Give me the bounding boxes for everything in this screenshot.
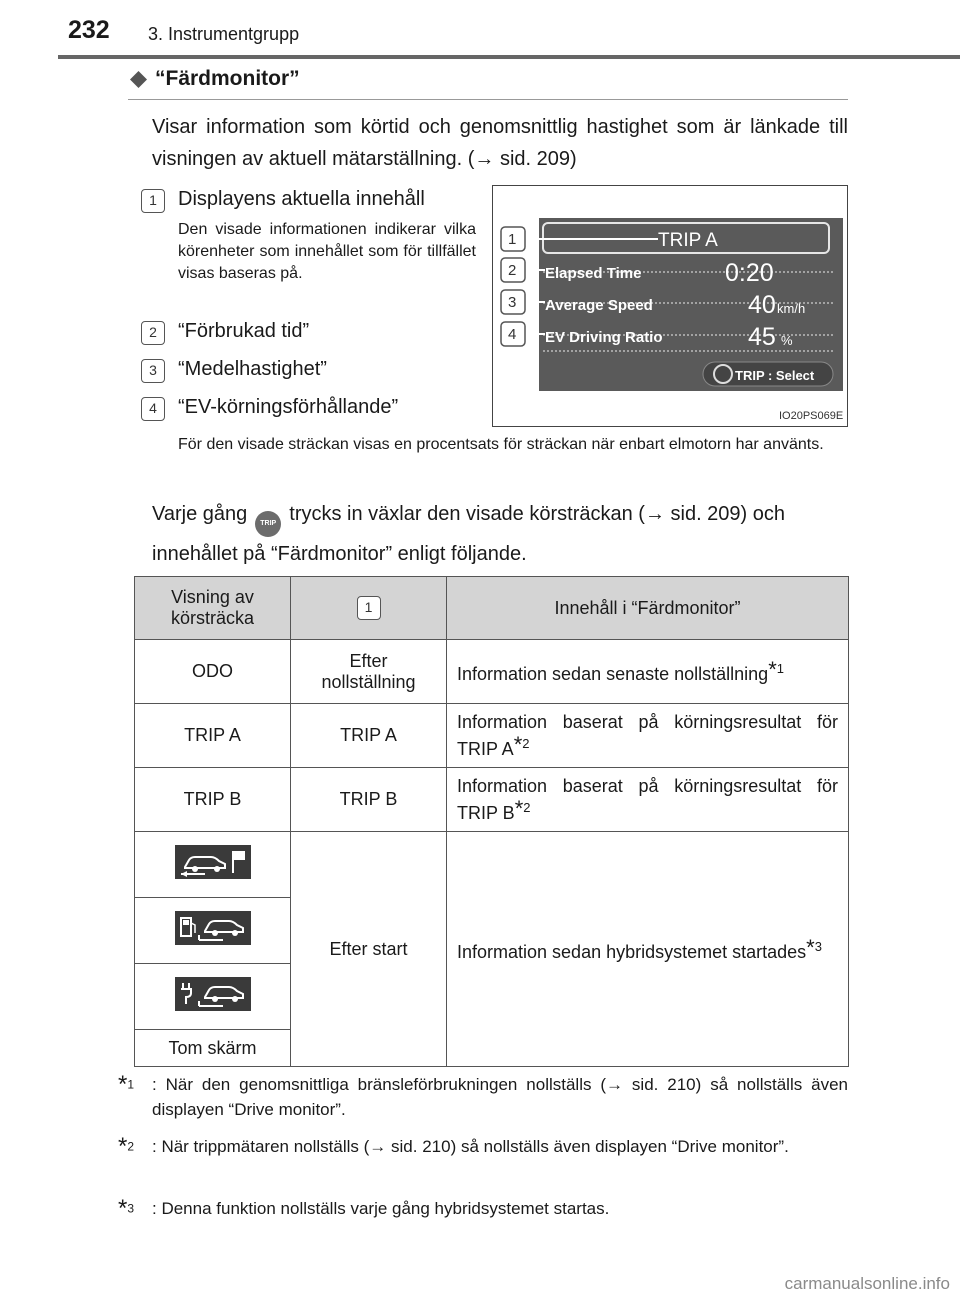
row-tripa-distance: TRIP A — [135, 704, 291, 768]
footnote-3-number: 3 — [127, 1201, 135, 1216]
display-row-value-2: 40 — [748, 291, 776, 319]
row-odo-note: 1 — [776, 661, 784, 676]
display-select-text: TRIP : Select — [735, 368, 815, 383]
display-title: TRIP A — [658, 230, 718, 251]
table-header-distance: Visning av körsträcka — [135, 577, 291, 640]
callout-3: 3 — [508, 294, 517, 311]
display-illustration — [492, 185, 848, 427]
item-label-2: “Förbrukad tid” — [178, 320, 310, 342]
row-tripb-note: 2 — [523, 799, 531, 815]
table-header-content: Innehåll i “Färdmonitor” — [447, 577, 849, 640]
trip-paragraph-after: trycks in växlar den visade körsträckan (→ sid. 209) och innehållet på “Färdmonitor” enligt följande. — [152, 503, 786, 565]
trip-button-icon: TRIP — [255, 511, 281, 537]
display-row-value-1: 0:20 — [725, 259, 774, 287]
row-tripa-number: TRIP A — [291, 704, 447, 768]
display-row-label-2: Average Speed — [545, 297, 653, 314]
diamond-icon — [130, 71, 147, 88]
item-desc-4: För den visade sträckan visas en procentsats för sträckan när enbart elmotorn har använts. — [178, 436, 824, 453]
item-number-4: 4 — [141, 397, 165, 421]
car-flag-icon — [175, 845, 251, 879]
table-row — [135, 640, 849, 704]
footnote-3-text: : Denna funktion nollställs varje gång hybridsystemet startas. — [152, 1199, 610, 1218]
row-tripb-content: Information baserat på körningsresultat för TRIP B*$^2$ — [447, 768, 849, 832]
item-label-1: Displayens aktuella innehåll — [178, 188, 425, 210]
display-row-unit-2: km/h — [777, 301, 806, 316]
merged-note: 3 — [814, 938, 822, 954]
footnote-3: *$^3$ : Denna funktion nollställs varje gång hybridsystemet startas. — [118, 1196, 848, 1221]
image-code: IO20PS069E — [779, 410, 844, 422]
table-row — [135, 768, 849, 832]
table-header-number — [291, 577, 447, 640]
trip-paragraph-before: Varje gång — [152, 503, 248, 525]
table-row — [135, 832, 849, 898]
callout-4: 4 — [508, 326, 517, 343]
callout-2: 2 — [508, 262, 517, 279]
row-odo-distance: ODO — [135, 640, 291, 704]
row-tripb-number: TRIP B — [291, 768, 447, 832]
section-rule — [128, 99, 848, 100]
item-label-3: “Medelhastighet” — [178, 358, 327, 380]
merged-content-cell: Information sedan hybridsystemet startades*$^3$ — [447, 832, 849, 1067]
row-tripb-distance: TRIP B — [135, 768, 291, 832]
footnote-1-number: 1 — [127, 1077, 135, 1092]
row-tripa-content: Information baserat på körningsresultat för TRIP A*$^2$ — [447, 704, 849, 768]
item-desc-1: Den visade informationen indikerar vilka körenheter som innehållet som för tillfället visas baseras på. — [178, 221, 476, 282]
item-label-4: “EV-körningsförhållande” — [178, 396, 399, 418]
intro-text: Visar information som körtid och genomsnittlig hastighet som är länkade till visningen av aktuell mätarställning. (→ sid. 209) — [152, 116, 848, 170]
footnote-2-number: 2 — [127, 1139, 135, 1154]
fuel-car-icon — [175, 911, 251, 945]
item-number-3: 3 — [141, 359, 165, 383]
item-number-2: 2 — [141, 321, 165, 345]
row-odo-number: Efter nollställning — [291, 640, 447, 704]
display-row-unit-3: % — [781, 333, 793, 348]
row-odo-content: Information sedan senaste nollställning*$^1$ — [447, 640, 849, 704]
section-title: “Färdmonitor” — [155, 67, 300, 90]
header-number-box: 1 — [357, 596, 381, 620]
footnote-1: *$^1$ : När den genomsnittliga bränsleförbrukningen nollställs (→ sid. 210) så nollställs även displayen “Drive monitor”. — [118, 1072, 848, 1122]
row-icon-2 — [135, 898, 291, 964]
footnote-2-text: : När trippmätaren nollställs (→ sid. 210) så nollställs även displayen “Drive monitor”. — [152, 1137, 789, 1156]
watermark: carmanualsonline.info — [784, 1274, 950, 1293]
row-tripa-note: 2 — [522, 735, 530, 751]
page-number: 232 — [68, 16, 110, 44]
merged-number-cell: Efter start — [291, 832, 447, 1067]
row-empty-screen: Tom skärm — [135, 1030, 291, 1067]
callout-1: 1 — [508, 231, 517, 248]
display-row-label-3: EV Driving Ratio — [545, 329, 663, 346]
item-number-1: 1 — [141, 189, 165, 213]
plug-car-icon — [175, 977, 251, 1011]
display-row-value-3: 45 — [748, 323, 776, 351]
trip-paragraph — [152, 497, 848, 571]
footnote-1-text: : När den genomsnittliga bränsleförbrukningen nollställs (→ sid. 210) så nollställs även displayen “Drive monitor”. — [152, 1075, 848, 1119]
footnote-2: *$^2$ : När trippmätaren nollställs (→ sid. 210) så nollställs även displayen “Drive monitor”. — [118, 1134, 848, 1159]
row-icon-3 — [135, 964, 291, 1030]
table-row — [135, 704, 849, 768]
chapter-title: 3. Instrumentgrupp — [148, 24, 300, 44]
display-row-label-1: Elapsed Time — [545, 265, 642, 282]
table-header-row — [135, 577, 849, 640]
display-table — [134, 576, 849, 1067]
row-icon-1 — [135, 832, 291, 898]
header-rule — [58, 55, 960, 59]
